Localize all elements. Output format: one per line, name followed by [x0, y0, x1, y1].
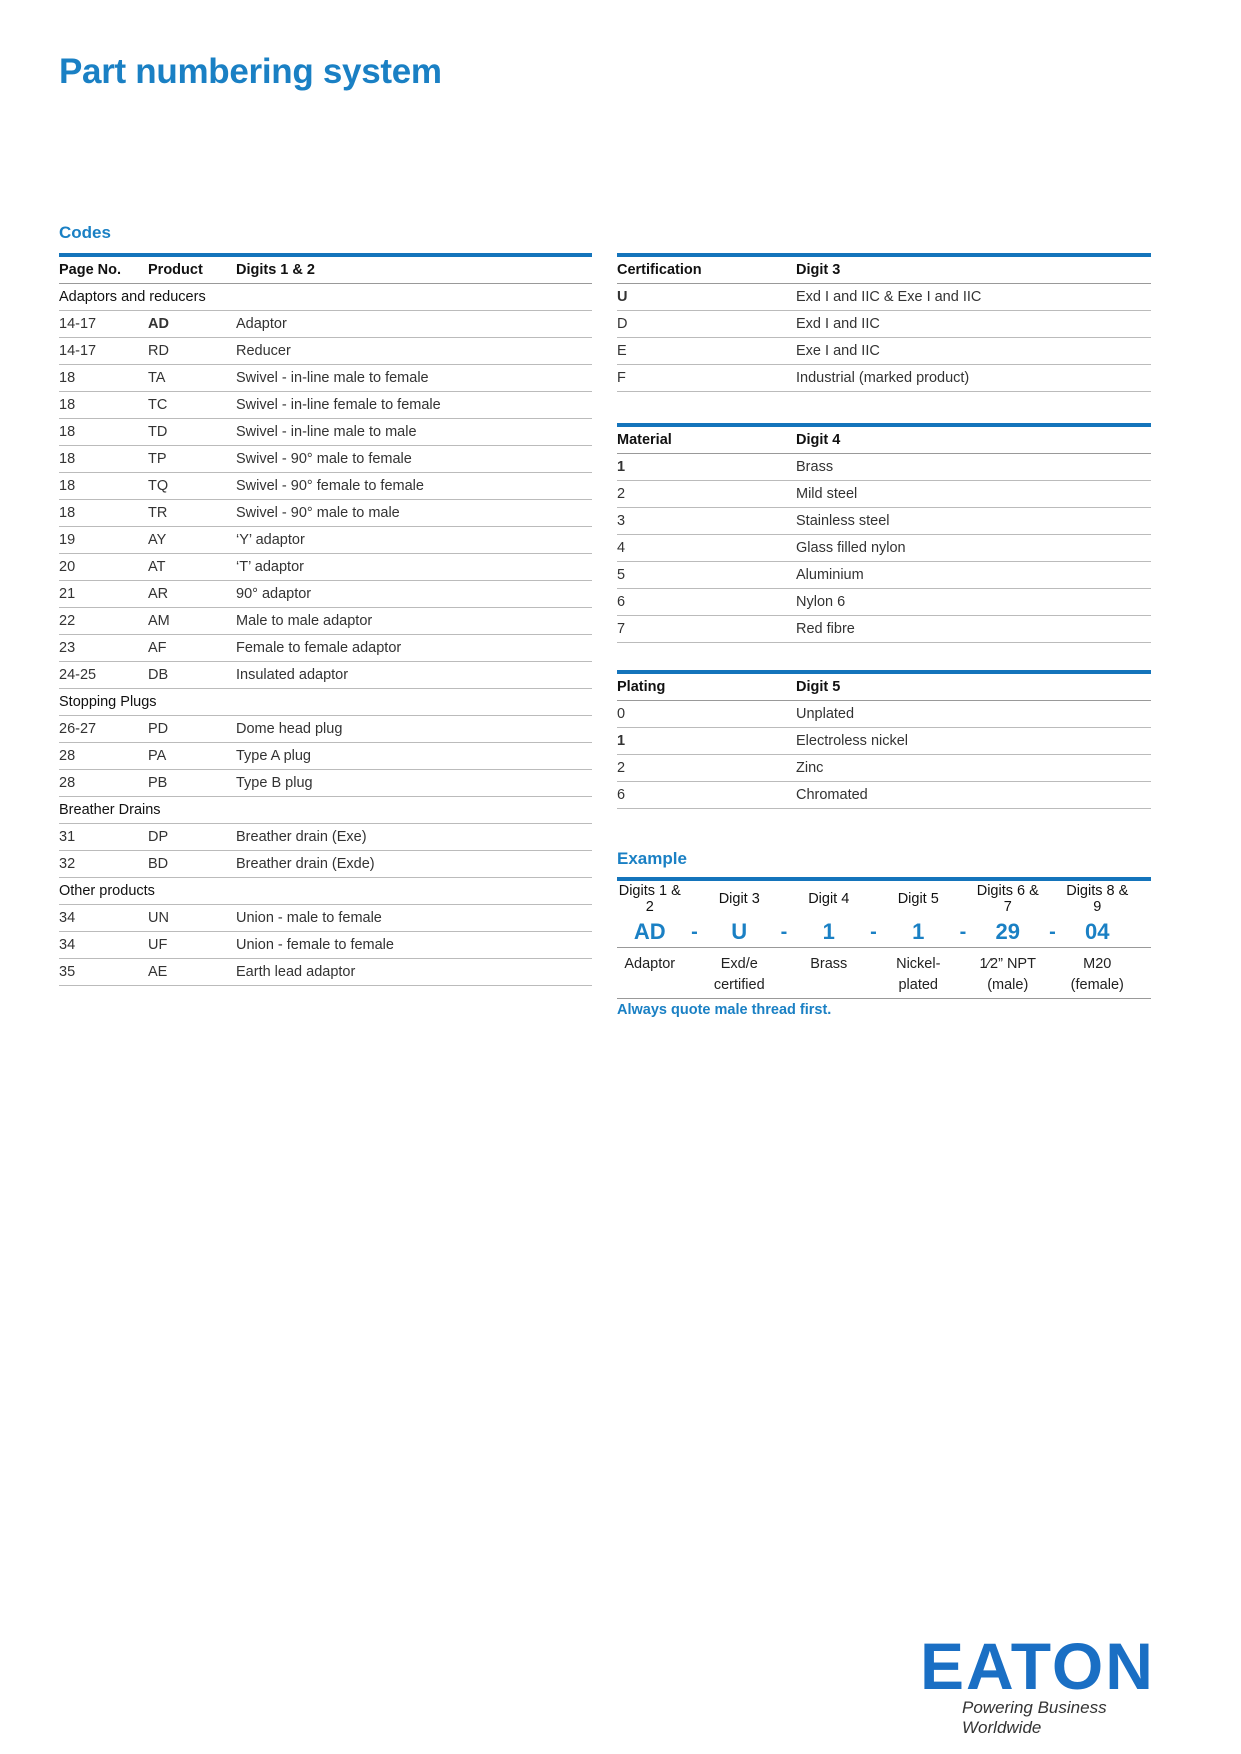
product-desc-cell: Breather drain (Exde): [236, 851, 592, 878]
example-digit-desc: [886, 954, 952, 996]
page-no-cell: 18: [59, 365, 148, 392]
example-separator: -: [691, 920, 698, 943]
certification-desc-cell: Exe I and IIC: [796, 338, 1151, 365]
page-no-cell: 31: [59, 824, 148, 851]
product-desc-cell: 90° adaptor: [236, 581, 592, 608]
example-desc-line-2: certified: [713, 977, 765, 993]
product-desc-cell: Dome head plug: [236, 716, 592, 743]
example-block: [617, 877, 1151, 999]
material-header-row: [617, 425, 1151, 454]
page-no-cell: 23: [59, 635, 148, 662]
product-desc-cell: Earth lead adaptor: [236, 959, 592, 986]
plating-code-cell: 1: [617, 728, 796, 755]
example-values-row: [617, 917, 1151, 948]
plating-desc-cell: Unplated: [796, 701, 1151, 728]
product-desc-cell: Breather drain (Exe): [236, 824, 592, 851]
example-separator: -: [959, 920, 967, 943]
page-no-cell: 26-27: [59, 716, 148, 743]
material-code-cell: 5: [617, 562, 796, 589]
page-no-cell: 22: [59, 608, 148, 635]
product-code-cell: AR: [148, 581, 236, 608]
material-code-cell: 1: [617, 454, 796, 481]
product-code-cell: DB: [148, 662, 236, 689]
product-desc-cell: Swivel - in-line male to male: [236, 419, 592, 446]
example-digit-label: Digit 4: [808, 891, 850, 907]
table-row: [59, 338, 592, 365]
table-row: [617, 481, 1151, 508]
product-code-cell: TP: [148, 446, 236, 473]
material-desc-cell: Aluminium: [796, 562, 1151, 589]
example-digit-desc: [975, 954, 1041, 996]
group-row: [59, 284, 592, 311]
example-separator: -: [1049, 920, 1056, 943]
page-no-cell: 34: [59, 905, 148, 932]
plating-code-cell: 6: [617, 782, 796, 809]
product-code-cell: PB: [148, 770, 236, 797]
example-digit-desc: [796, 954, 862, 975]
col-material: Material: [617, 425, 796, 454]
group-label: Other products: [59, 878, 592, 905]
product-code-cell: AY: [148, 527, 236, 554]
example-heading: Example: [617, 849, 687, 868]
certification-code-cell: E: [617, 338, 796, 365]
example-digit-value: AD: [633, 919, 666, 944]
table-row: [617, 365, 1151, 392]
product-desc-cell: Swivel - in-line female to female: [236, 392, 592, 419]
page-no-cell: 35: [59, 959, 148, 986]
example-digit-label: Digit 5: [897, 891, 939, 907]
example-desc-line-1: 1⁄2” NPT: [979, 956, 1036, 972]
product-desc-cell: Type A plug: [236, 743, 592, 770]
col-digit-3: Digit 3: [796, 255, 1151, 284]
group-label: Adaptors and reducers: [59, 284, 592, 311]
table-row: [59, 608, 592, 635]
table-row: [617, 562, 1151, 589]
brand-tagline: Powering Business Worldwide: [962, 1698, 1107, 1737]
material-code-cell: 7: [617, 616, 796, 643]
page-no-cell: 21: [59, 581, 148, 608]
product-desc-cell: Female to female adaptor: [236, 635, 592, 662]
material-code-cell: 3: [617, 508, 796, 535]
col-plating: Plating: [617, 672, 796, 701]
product-code-cell: TA: [148, 365, 236, 392]
plating-desc-cell: Zinc: [796, 755, 1151, 782]
eaton-logo: [920, 1629, 1180, 1738]
material-code-cell: 6: [617, 589, 796, 616]
plating-header-row: [617, 672, 1151, 701]
example-digit-label: Digits 8 & 9: [1066, 883, 1129, 915]
table-row: [59, 905, 592, 932]
table-row: [617, 782, 1151, 809]
page-no-cell: 28: [59, 743, 148, 770]
example-digit-label: Digit 3: [718, 891, 760, 907]
example-digit-value: 1: [912, 919, 925, 944]
product-code-cell: PA: [148, 743, 236, 770]
product-code-cell: BD: [148, 851, 236, 878]
brand-wordmark: EATON: [920, 1629, 1155, 1703]
table-row: [59, 716, 592, 743]
example-note: Always quote male thread first.: [617, 1002, 832, 1018]
table-row: [59, 959, 592, 986]
col-certification: Certification: [617, 255, 796, 284]
product-desc-cell: Insulated adaptor: [236, 662, 592, 689]
product-code-cell: DP: [148, 824, 236, 851]
example-desc-line-2: (male): [987, 977, 1029, 993]
table-row: [59, 419, 592, 446]
codes-heading: Codes: [59, 223, 111, 242]
plating-desc-cell: Electroless nickel: [796, 728, 1151, 755]
table-row: [617, 589, 1151, 616]
table-row: [617, 508, 1151, 535]
page-no-cell: 18: [59, 392, 148, 419]
product-desc-cell: Reducer: [236, 338, 592, 365]
product-code-cell: UF: [148, 932, 236, 959]
col-digit-5: Digit 5: [796, 672, 1151, 701]
material-desc-cell: Stainless steel: [796, 508, 1151, 535]
product-code-cell: PD: [148, 716, 236, 743]
material-code-cell: 2: [617, 481, 796, 508]
product-code-cell: TC: [148, 392, 236, 419]
page-no-cell: 32: [59, 851, 148, 878]
page-no-cell: 20: [59, 554, 148, 581]
product-desc-cell: Type B plug: [236, 770, 592, 797]
group-row: [59, 797, 592, 824]
example-labels-row: [617, 881, 1151, 917]
product-code-cell: TD: [148, 419, 236, 446]
example-desc-line-1: Exd/e: [720, 956, 758, 972]
example-digit-value: 29: [995, 919, 1020, 944]
example-digit-value: U: [731, 919, 748, 944]
table-row: [59, 392, 592, 419]
material-desc-cell: Glass filled nylon: [796, 535, 1151, 562]
group-label: Stopping Plugs: [59, 689, 592, 716]
product-desc-cell: Male to male adaptor: [236, 608, 592, 635]
table-row: [617, 338, 1151, 365]
product-desc-cell: ‘Y’ adaptor: [236, 527, 592, 554]
example-separator: -: [780, 920, 788, 943]
col-digit-4: Digit 4: [796, 425, 1151, 454]
page-no-cell: 34: [59, 932, 148, 959]
plating-code-cell: 2: [617, 755, 796, 782]
group-row: [59, 689, 592, 716]
plating-desc-cell: Chromated: [796, 782, 1151, 809]
table-row: [59, 554, 592, 581]
page-no-cell: 19: [59, 527, 148, 554]
col-digits-1-2: Digits 1 & 2: [236, 255, 592, 284]
product-desc-cell: Swivel - in-line male to female: [236, 365, 592, 392]
page-no-cell: 18: [59, 500, 148, 527]
col-product: Product: [148, 255, 236, 284]
example-desc-line-1: Nickel-: [896, 956, 941, 972]
plating-code-cell: 0: [617, 701, 796, 728]
material-table: [617, 423, 1151, 643]
table-row: [59, 500, 592, 527]
example-digit-label: Digits 1 & 2: [618, 883, 681, 915]
example-digit-value: 04: [1085, 919, 1110, 944]
table-row: [59, 824, 592, 851]
example-digit-desc: [1065, 954, 1131, 996]
certification-desc-cell: Exd I and IIC & Exe I and IIC: [796, 284, 1151, 311]
table-row: [59, 635, 592, 662]
material-desc-cell: Brass: [796, 454, 1151, 481]
example-digit-label: Digits 6 & 7: [976, 883, 1039, 915]
product-code-cell: TR: [148, 500, 236, 527]
page-no-cell: 28: [59, 770, 148, 797]
certification-desc-cell: Exd I and IIC: [796, 311, 1151, 338]
group-row: [59, 878, 592, 905]
table-row: [59, 851, 592, 878]
page-no-cell: 24-25: [59, 662, 148, 689]
table-row: [59, 932, 592, 959]
product-desc-cell: Swivel - 90° female to female: [236, 473, 592, 500]
example-digit-desc: [617, 954, 683, 975]
table-row: [59, 446, 592, 473]
page-title: Part numbering system: [59, 52, 442, 91]
plating-table: [617, 670, 1151, 809]
table-row: [617, 454, 1151, 481]
product-code-cell: AD: [148, 311, 236, 338]
example-separator: -: [870, 920, 877, 943]
page-no-cell: 18: [59, 473, 148, 500]
table-row: [59, 365, 592, 392]
table-row: [617, 701, 1151, 728]
product-desc-cell: Union - female to female: [236, 932, 592, 959]
product-code-cell: TQ: [148, 473, 236, 500]
example-digit-desc: [707, 954, 773, 996]
product-code-cell: AF: [148, 635, 236, 662]
product-desc-cell: Swivel - 90° male to male: [236, 500, 592, 527]
codes-table: [59, 253, 592, 986]
example-digit-value: 1: [822, 919, 835, 944]
page-no-cell: 18: [59, 419, 148, 446]
table-row: [59, 581, 592, 608]
certification-desc-cell: Industrial (marked product): [796, 365, 1151, 392]
table-row: [59, 743, 592, 770]
col-page-no: Page No.: [59, 255, 148, 284]
certification-code-cell: D: [617, 311, 796, 338]
certification-table: [617, 253, 1151, 392]
material-desc-cell: Nylon 6: [796, 589, 1151, 616]
table-row: [59, 662, 592, 689]
product-desc-cell: ‘T’ adaptor: [236, 554, 592, 581]
example-desc-line-1: Brass: [810, 956, 848, 972]
page-no-cell: 18: [59, 446, 148, 473]
product-code-cell: AE: [148, 959, 236, 986]
material-desc-cell: Red fibre: [796, 616, 1151, 643]
table-row: [59, 770, 592, 797]
example-descriptions-row: [617, 948, 1151, 999]
material-code-cell: 4: [617, 535, 796, 562]
page-no-cell: 14-17: [59, 338, 148, 365]
product-desc-cell: Union - male to female: [236, 905, 592, 932]
product-code-cell: UN: [148, 905, 236, 932]
example-desc-line-1: Adaptor: [624, 956, 676, 972]
table-row: [617, 535, 1151, 562]
certification-header-row: [617, 255, 1151, 284]
table-row: [617, 755, 1151, 782]
example-desc-line-2: plated: [898, 977, 938, 993]
product-desc-cell: Swivel - 90° male to female: [236, 446, 592, 473]
product-desc-cell: Adaptor: [236, 311, 592, 338]
table-row: [617, 284, 1151, 311]
table-row: [617, 616, 1151, 643]
table-row: [617, 728, 1151, 755]
certification-code-cell: U: [617, 284, 796, 311]
table-row: [59, 311, 592, 338]
group-label: Breather Drains: [59, 797, 592, 824]
table-row: [59, 473, 592, 500]
product-code-cell: RD: [148, 338, 236, 365]
table-row: [59, 527, 592, 554]
product-code-cell: AT: [148, 554, 236, 581]
certification-code-cell: F: [617, 365, 796, 392]
page-no-cell: 14-17: [59, 311, 148, 338]
example-desc-line-1: M20: [1083, 956, 1112, 972]
product-code-cell: AM: [148, 608, 236, 635]
material-desc-cell: Mild steel: [796, 481, 1151, 508]
table-row: [617, 311, 1151, 338]
codes-header-row: [59, 255, 592, 284]
example-desc-line-2: (female): [1070, 977, 1124, 993]
